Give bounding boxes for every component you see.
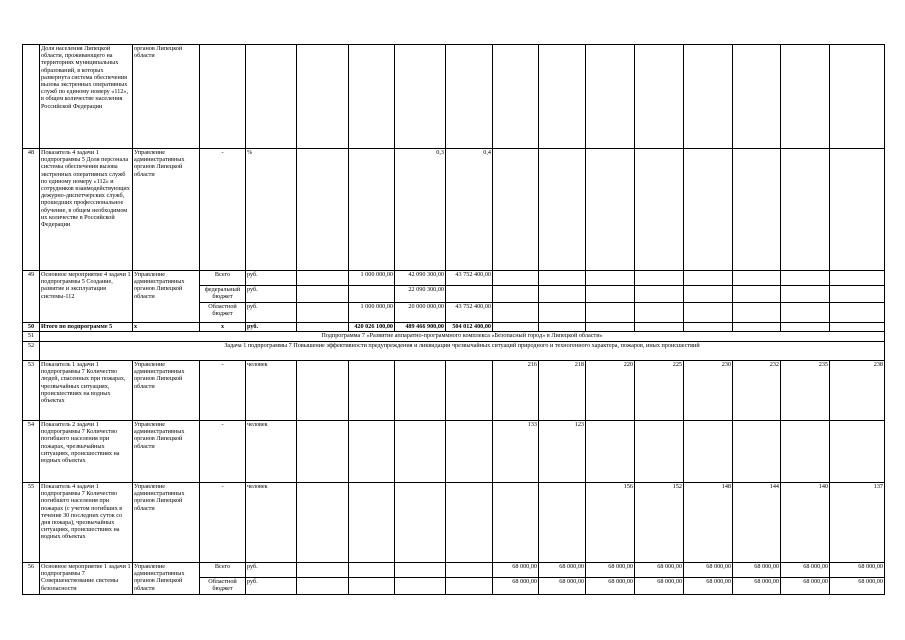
value-cell: 68 000,00 — [733, 563, 781, 578]
table-row — [23, 342, 885, 361]
value-cell: 68 000,00 — [684, 563, 733, 578]
value-cell — [349, 286, 395, 303]
value-cell — [733, 323, 781, 332]
value-cell — [830, 286, 885, 303]
value-cell: 148 — [684, 483, 733, 563]
funding-source: Областной бюджет — [200, 303, 246, 323]
value-cell: 144 — [733, 483, 781, 563]
value-cell — [349, 483, 395, 563]
value-cell: 140 — [781, 483, 830, 563]
table-row — [23, 271, 885, 286]
value-cell: 68 000,00 — [635, 578, 684, 595]
value-cell — [349, 421, 395, 483]
value-cell — [297, 578, 349, 595]
value-cell: 68 000,00 — [635, 563, 684, 578]
row-number: 50 — [23, 323, 40, 332]
value-cell — [733, 149, 781, 271]
value-cell — [781, 303, 830, 323]
value-cell — [539, 149, 586, 271]
value-cell — [830, 45, 885, 149]
table-row — [23, 149, 885, 271]
section-heading: Задача 1 подпрограммы 7 Повышение эффективности предупреждения и ликвидации чрезвычайных ситуаций природного и техногенного характера, пожаров, иных происшествий — [40, 342, 885, 361]
value-cell — [733, 271, 781, 286]
unit: % — [246, 149, 297, 271]
unit: руб. — [246, 563, 297, 578]
value-cell: 218 — [539, 361, 586, 421]
value-cell: 0,4 — [446, 149, 493, 271]
value-cell: 68 000,00 — [830, 578, 885, 595]
value-cell — [684, 421, 733, 483]
funding-source: - — [200, 421, 246, 483]
value-cell — [781, 45, 830, 149]
table-row — [23, 361, 885, 421]
section-heading: Подпрограмма 7 «Развитие аппаратно-программного комплекса «Безопасный город» в Липецкой области» — [40, 332, 885, 342]
value-cell — [684, 286, 733, 303]
value-cell — [349, 563, 395, 578]
table-row — [23, 45, 885, 149]
value-cell — [446, 421, 493, 483]
value-cell — [733, 303, 781, 323]
value-cell: 68 000,00 — [586, 563, 635, 578]
value-cell — [395, 483, 446, 563]
value-cell — [830, 303, 885, 323]
value-cell — [446, 286, 493, 303]
value-cell — [349, 149, 395, 271]
program-table — [22, 44, 885, 595]
responsible-org: Управление административных органов Липецкой области — [133, 271, 200, 323]
value-cell: 225 — [635, 361, 684, 421]
unit — [246, 45, 297, 149]
value-cell — [733, 421, 781, 483]
value-cell — [830, 421, 885, 483]
table-row — [23, 332, 885, 342]
unit: человек — [246, 483, 297, 563]
value-cell — [684, 323, 733, 332]
value-cell: 156 — [586, 483, 635, 563]
value-cell: 68 000,00 — [781, 578, 830, 595]
value-cell — [635, 271, 684, 286]
value-cell — [539, 45, 586, 149]
unit: руб. — [246, 286, 297, 303]
unit: руб. — [246, 271, 297, 286]
responsible-org: органов Липецкой области — [133, 45, 200, 149]
value-cell — [539, 303, 586, 323]
value-cell: 68 000,00 — [493, 563, 539, 578]
value-cell — [493, 323, 539, 332]
responsible-org: Управление административных органов Липецкой области — [133, 361, 200, 421]
value-cell: 68 000,00 — [733, 578, 781, 595]
value-cell: 68 000,00 — [539, 563, 586, 578]
value-cell — [395, 45, 446, 149]
value-cell — [446, 361, 493, 421]
value-cell: 1 000 000,00 — [349, 303, 395, 323]
value-cell — [830, 149, 885, 271]
value-cell: 133 — [493, 421, 539, 483]
funding-source: федеральный бюджет — [200, 286, 246, 303]
value-cell — [297, 563, 349, 578]
row-number: 54 — [23, 421, 40, 483]
value-cell: 68 000,00 — [586, 578, 635, 595]
item-description: Основное мероприятие 4 задачи 1 подпрограммы 5 Создание, развитие и эксплуатация системы-112 — [40, 271, 133, 323]
value-cell — [446, 45, 493, 149]
responsible-org: Управление административных органов Липецкой области — [133, 149, 200, 271]
value-cell — [395, 578, 446, 595]
value-cell: 68 000,00 — [781, 563, 830, 578]
value-cell — [830, 271, 885, 286]
item-description: Основное мероприятие 1 задачи 1 подпрограммы 7 Совершенствование системы безопасности — [40, 563, 133, 595]
unit: человек — [246, 421, 297, 483]
value-cell — [586, 303, 635, 323]
value-cell: 20 000 000,00 — [395, 303, 446, 323]
item-description: Показатель 4 задачи 1 подпрограммы 5 Доля персонала системы обеспечения вызова экстренных оперативных служб по единому номеру «112» и сотрудников взаимодействующих дежурно-диспетчерских служб, прошедших профессиональное обучение, в общем необходимом их количестве в Российской Федерации — [40, 149, 133, 271]
row-number — [23, 45, 40, 149]
funding-source: - — [200, 483, 246, 563]
value-cell — [349, 578, 395, 595]
value-cell — [493, 45, 539, 149]
responsible-org: х — [133, 323, 200, 332]
value-cell: 232 — [733, 361, 781, 421]
row-number: 49 — [23, 271, 40, 323]
value-cell: 152 — [635, 483, 684, 563]
value-cell — [297, 45, 349, 149]
value-cell — [446, 483, 493, 563]
value-cell — [493, 303, 539, 323]
unit: руб. — [246, 578, 297, 595]
value-cell — [297, 421, 349, 483]
value-cell: 489 466 900,00 — [395, 323, 446, 332]
value-cell: 43 752 400,00 — [446, 271, 493, 286]
value-cell — [733, 286, 781, 303]
value-cell: 230 — [684, 361, 733, 421]
value-cell: 504 012 400,00 — [446, 323, 493, 332]
table-row — [23, 421, 885, 483]
value-cell — [635, 303, 684, 323]
value-cell — [586, 323, 635, 332]
value-cell: 420 026 100,00 — [349, 323, 395, 332]
value-cell — [781, 271, 830, 286]
funding-source: Всего — [200, 563, 246, 578]
value-cell — [395, 421, 446, 483]
value-cell — [297, 149, 349, 271]
item-description: Показатель 2 задачи 1 подпрограммы 7 Количество погибшего населения при пожарах, чрезвычайных ситуациях, происшествиях на водных объектах — [40, 421, 133, 483]
value-cell — [297, 303, 349, 323]
value-cell — [684, 271, 733, 286]
value-cell — [781, 149, 830, 271]
unit: человек — [246, 361, 297, 421]
funding-source: - — [200, 361, 246, 421]
value-cell — [635, 286, 684, 303]
value-cell — [684, 45, 733, 149]
value-cell — [395, 563, 446, 578]
value-cell — [446, 563, 493, 578]
table-row — [23, 323, 885, 332]
row-number: 51 — [23, 332, 40, 342]
value-cell: 235 — [781, 361, 830, 421]
value-cell — [635, 45, 684, 149]
value-cell — [395, 361, 446, 421]
value-cell — [446, 578, 493, 595]
value-cell: 22 090 300,00 — [395, 286, 446, 303]
value-cell — [297, 323, 349, 332]
value-cell: 0,3 — [395, 149, 446, 271]
item-description: Показатель 1 задачи 1 подпрограммы 7 Количество людей, спасенных при пожарах, чрезвычайных ситуациях, происшествиях на водных объектах — [40, 361, 133, 421]
value-cell — [493, 483, 539, 563]
value-cell: 220 — [586, 361, 635, 421]
value-cell — [539, 483, 586, 563]
funding-source: Областной бюджет — [200, 578, 246, 595]
item-description: Доля населения Липецкой области, проживающего на территориях муниципальных образований, в которых развернута система обеспечения вызова экстренных оперативных служб по единому номеру «112», в общем количестве населения Российской Федерации — [40, 45, 133, 149]
value-cell: 123 — [539, 421, 586, 483]
value-cell — [539, 286, 586, 303]
value-cell — [586, 421, 635, 483]
responsible-org: Управление административных органов Липецкой области — [133, 483, 200, 563]
value-cell — [781, 421, 830, 483]
value-cell — [830, 323, 885, 332]
responsible-org: Управление административных органов Липецкой области — [133, 421, 200, 483]
value-cell — [539, 271, 586, 286]
value-cell — [493, 271, 539, 286]
funding-source: х — [200, 323, 246, 332]
value-cell — [635, 323, 684, 332]
value-cell: 68 000,00 — [493, 578, 539, 595]
funding-source: Всего — [200, 271, 246, 286]
value-cell: 238 — [830, 361, 885, 421]
row-number: 53 — [23, 361, 40, 421]
value-cell — [349, 45, 395, 149]
funding-source — [200, 45, 246, 149]
value-cell — [781, 286, 830, 303]
table-row — [23, 483, 885, 563]
value-cell — [586, 286, 635, 303]
value-cell — [297, 483, 349, 563]
value-cell — [733, 45, 781, 149]
value-cell — [635, 421, 684, 483]
item-description: Итого по подпрограмме 5 — [40, 323, 133, 332]
value-cell: 1 000 000,00 — [349, 271, 395, 286]
value-cell: 216 — [493, 361, 539, 421]
value-cell — [586, 271, 635, 286]
value-cell — [586, 149, 635, 271]
unit: руб. — [246, 303, 297, 323]
value-cell: 43 752 400,00 — [446, 303, 493, 323]
table-row — [23, 563, 885, 578]
value-cell — [493, 149, 539, 271]
value-cell — [635, 149, 684, 271]
value-cell — [684, 303, 733, 323]
value-cell — [781, 323, 830, 332]
row-number: 52 — [23, 342, 40, 361]
row-number: 48 — [23, 149, 40, 271]
row-number: 55 — [23, 483, 40, 563]
value-cell: 137 — [830, 483, 885, 563]
value-cell: 68 000,00 — [539, 578, 586, 595]
value-cell: 68 000,00 — [684, 578, 733, 595]
value-cell — [297, 286, 349, 303]
row-number: 56 — [23, 563, 40, 595]
value-cell — [684, 149, 733, 271]
value-cell — [493, 286, 539, 303]
responsible-org: Управление административных органов Липецкой области — [133, 563, 200, 595]
unit: руб. — [246, 323, 297, 332]
item-description: Показатель 4 задачи 1 подпрограммы 7 Количество погибшего населения при пожарах (с учетом погибших в течение 30 последних суток со дня пожара), чрезвычайных ситуациях, происшествиях на водных объектах — [40, 483, 133, 563]
value-cell: 68 000,00 — [830, 563, 885, 578]
funding-source: - — [200, 149, 246, 271]
value-cell — [297, 271, 349, 286]
value-cell — [349, 361, 395, 421]
value-cell — [539, 323, 586, 332]
value-cell — [297, 361, 349, 421]
value-cell — [586, 45, 635, 149]
value-cell: 42 090 300,00 — [395, 271, 446, 286]
